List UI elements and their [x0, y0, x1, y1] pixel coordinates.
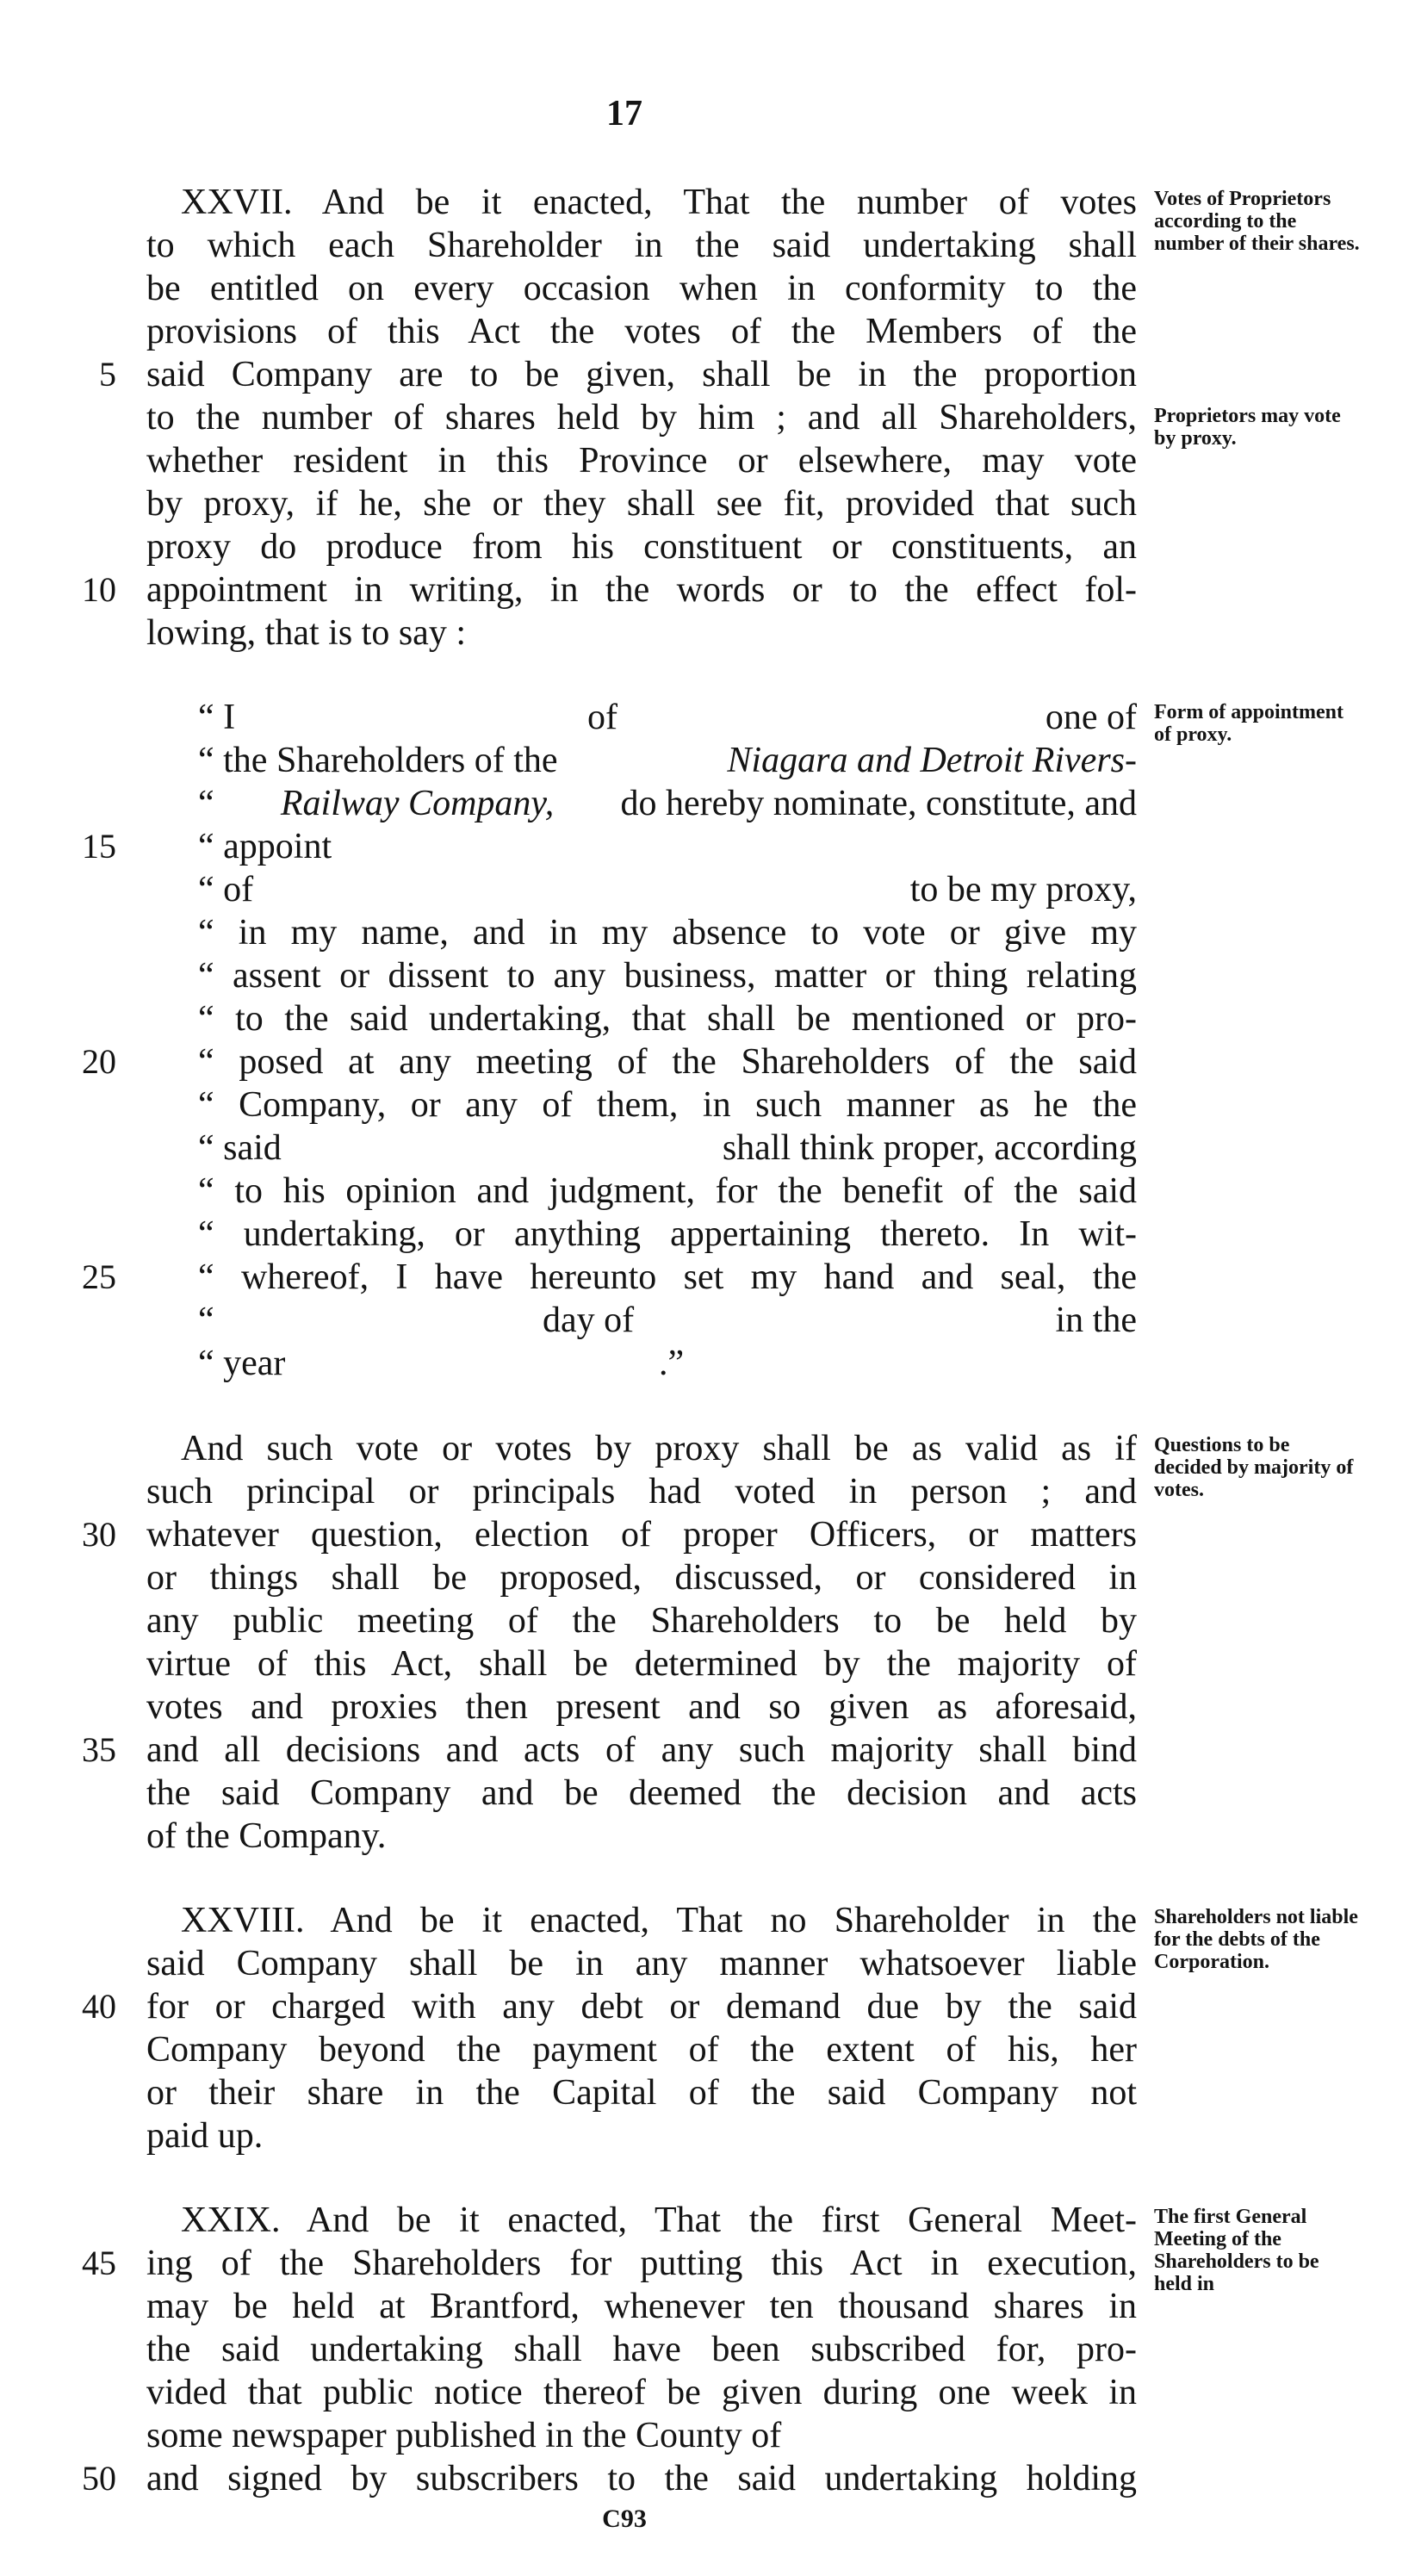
text-line: and all decisions and acts of any such majority shall bind	[146, 1730, 1137, 1770]
text-line: for or charged with any debt or demand due by the said	[146, 1987, 1137, 2027]
text-line: “ appoint	[198, 827, 332, 866]
form-fragment: in the	[1055, 1300, 1137, 1340]
line-number: 45	[82, 2244, 116, 2282]
text-line: whether resident in this Province or elsewhere, may vote	[146, 441, 1137, 481]
form-fragment: shall think proper, according	[722, 1128, 1137, 1168]
text-line: votes and proxies then present and so given as aforesaid,	[146, 1687, 1137, 1727]
text-line: said Company are to be given, shall be in the proportion	[146, 355, 1137, 394]
text-line: paid up.	[146, 2116, 264, 2156]
form-fragment: Railway Company,	[280, 784, 555, 823]
text-line: whatever question, election of proper Officers, or matters	[146, 1515, 1137, 1555]
text-line: of the Company.	[146, 1816, 387, 1856]
text-line: said Company shall be in any manner whatsoever liable	[146, 1944, 1137, 1983]
line-number: 5	[99, 355, 116, 394]
text-line: lowing, that is to say :	[146, 613, 466, 653]
text-line: XXVII. And be it enacted, That the number of votes	[181, 183, 1137, 222]
line-number: 25	[82, 1257, 116, 1296]
line-number: 40	[82, 1987, 116, 2026]
margin-note: Questions to be decided by majority of votes.	[1154, 1434, 1354, 1501]
form-fragment: “ of	[198, 870, 254, 909]
text-line: appointment in writing, in the words or to the effect fol-	[146, 570, 1137, 610]
text-line: proxy do produce from his constituent or constituents, an	[146, 527, 1137, 567]
text-line: and signed by subscribers to the said undertaking holding	[146, 2459, 1137, 2498]
form-fragment: “ the Shareholders of the	[198, 741, 558, 780]
page-number: 17	[606, 94, 642, 133]
text-line: any public meeting of the Shareholders to be held by	[146, 1601, 1137, 1641]
margin-note: The first General Meeting of the Shareholders to be held in	[1154, 2206, 1319, 2295]
text-line: ing of the Shareholders for putting this Act in execution,	[146, 2244, 1137, 2283]
text-line	[198, 782, 1137, 825]
margin-note: Votes of Proprietors according to the number of their shares.	[1154, 188, 1360, 255]
line-number: 10	[82, 570, 116, 609]
text-line: “ posed at any meeting of the Shareholders of the said	[198, 1042, 1137, 1082]
text-line: be entitled on every occasion when in conformity to the	[146, 269, 1137, 308]
form-fragment: one of	[1045, 698, 1137, 737]
form-fragment: to be my proxy,	[909, 870, 1137, 909]
form-fragment: “	[198, 1300, 214, 1340]
text-line: the said undertaking shall have been subscribed for, pro-	[146, 2330, 1137, 2369]
line-number: 20	[82, 1042, 116, 1081]
text-line: may be held at Brantford, whenever ten thousand shares in	[146, 2287, 1137, 2326]
text-line: XXIX. And be it enacted, That the first General Meet-	[181, 2200, 1137, 2240]
text-line: the said Company and be deemed the decision and acts	[146, 1773, 1137, 1813]
text-line: “ assent or dissent to any business, matter or thing relating	[198, 956, 1137, 996]
form-fragment: “ said	[198, 1128, 282, 1168]
text-line: such principal or principals had voted in person ; and	[146, 1472, 1137, 1511]
text-line: some newspaper published in the County of	[146, 2416, 782, 2455]
form-fragment: “ year	[198, 1344, 286, 1383]
text-line: “ whereof, I have hereunto set my hand and seal, the	[198, 1257, 1137, 1297]
text-line: provisions of this Act the votes of the Members of the	[146, 312, 1137, 351]
line-number: 35	[82, 1730, 116, 1769]
text-line: “ Company, or any of them, in such manner as he the	[198, 1085, 1137, 1125]
text-line: by proxy, if he, she or they shall see fit, provided that such	[146, 484, 1137, 524]
text-line: “ to the said undertaking, that shall be mentioned or pro-	[198, 999, 1137, 1039]
printer-signature: C93	[602, 2505, 647, 2533]
text-line: virtue of this Act, shall be determined by the majority of	[146, 1644, 1137, 1684]
form-fragment: “ I	[198, 698, 236, 737]
text-line: to which each Shareholder in the said undertaking shall	[146, 226, 1137, 265]
text-line: And such vote or votes by proxy shall be as valid as if	[181, 1429, 1137, 1468]
text-line: Company beyond the payment of the extent of his, her	[146, 2030, 1137, 2070]
form-fragment: day of	[543, 1300, 635, 1340]
form-fragment: “	[198, 784, 214, 823]
margin-note: Proprietors may vote by proxy.	[1154, 405, 1341, 450]
text-line: “ in my name, and in my absence to vote or give my	[198, 913, 1137, 953]
text-line: to the number of shares held by him ; and all Shareholders,	[146, 398, 1137, 438]
text-line: or their share in the Capital of the said Company not	[146, 2073, 1137, 2113]
form-fragment: .”	[659, 1344, 685, 1383]
form-fragment: Niagara and Detroit Rivers-	[727, 741, 1137, 780]
margin-note: Shareholders not liable for the debts of the Corporation.	[1154, 1906, 1358, 1973]
margin-note: Form of appointment of proxy.	[1154, 701, 1343, 746]
text-line	[198, 739, 1137, 782]
line-number: 50	[82, 2459, 116, 2498]
form-fragment: of	[587, 698, 617, 737]
text-line: vided that public notice thereof be given during one week in	[146, 2373, 1137, 2412]
text-line: “ undertaking, or anything appertaining thereto. In wit-	[198, 1214, 1137, 1254]
form-fragment: do hereby nominate, constitute, and	[620, 784, 1137, 823]
text-line: XXVIII. And be it enacted, That no Shareholder in the	[181, 1901, 1137, 1940]
text-line: “ to his opinion and judgment, for the benefit of the said	[198, 1171, 1137, 1211]
text-line: or things shall be proposed, discussed, or considered in	[146, 1558, 1137, 1598]
line-number: 15	[82, 827, 116, 866]
line-number: 30	[82, 1515, 116, 1554]
